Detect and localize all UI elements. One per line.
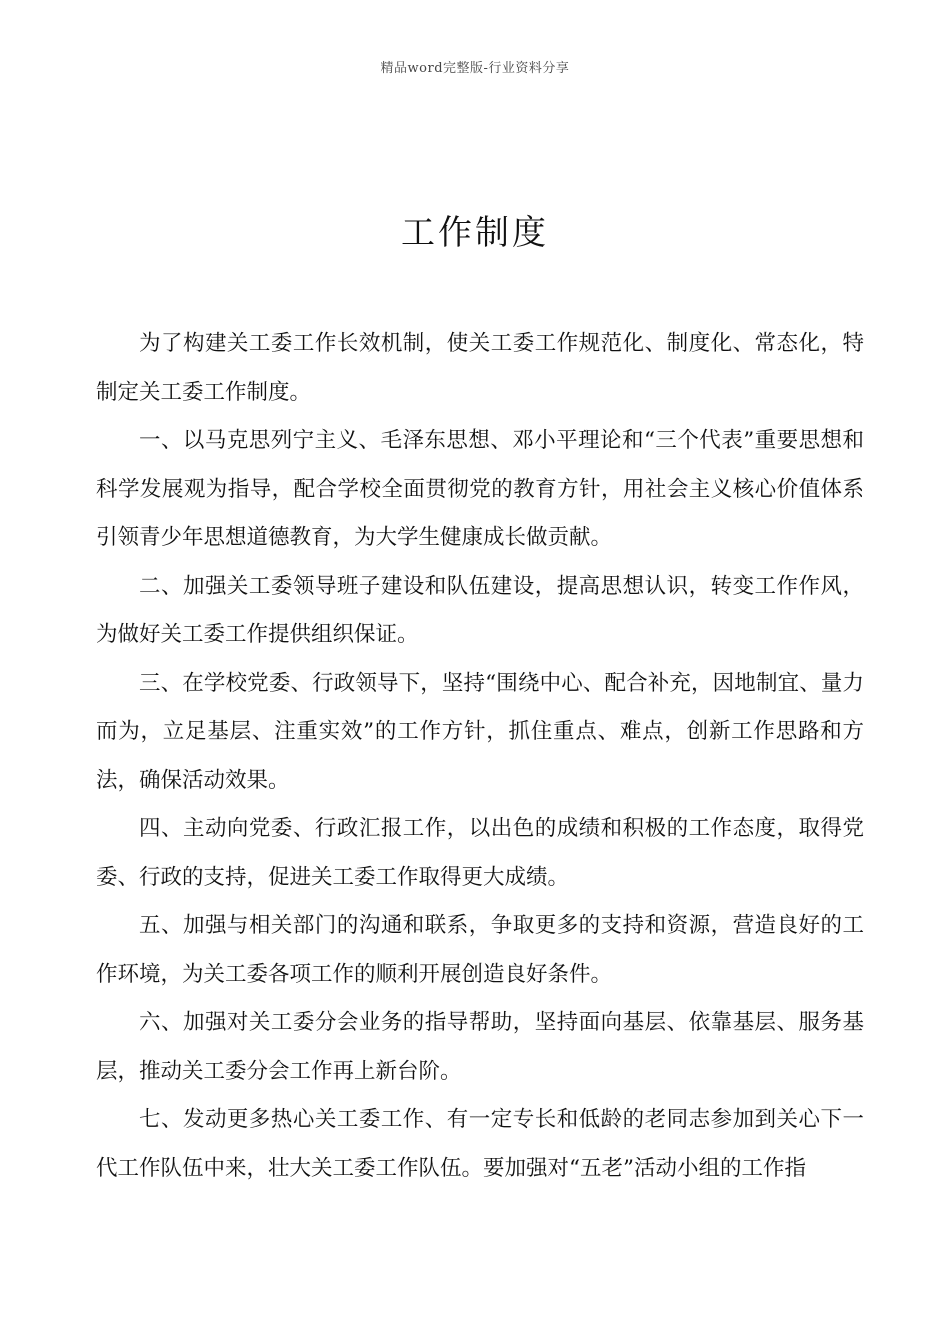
paragraph-4: 四、主动向党委、行政汇报工作，以出色的成绩和积极的工作态度，取得党委、行政的支持，促进关工委工作取得更大成绩。: [96, 816, 864, 890]
paragraph-6: 六、加强对关工委分会业务的指导帮助，坚持面向基层、依靠基层、服务基层，推动关工委分会工作再上新台阶。: [96, 1010, 864, 1084]
paragraph-2: 二、加强关工委领导班子建设和队伍建设，提高思想认识，转变工作作风，为做好关工委工作提供组织保证。: [96, 573, 864, 647]
page-header: 精品word完整版-行业资料分享: [380, 61, 570, 76]
paragraph-5: 五、加强与相关部门的沟通和联系，争取更多的支持和资源，营造良好的工作环境，为关工委各项工作的顺利开展创造良好条件。: [96, 913, 864, 987]
paragraph-1: 一、以马克思列宁主义、毛泽东思想、邓小平理论和“三个代表”重要思想和科学发展观为指导，配合学校全面贯彻党的教育方针，用社会主义核心价值体系引领青少年思想道德教育，为大学生健康成长做贡献。: [96, 428, 864, 550]
paragraph-intro: 为了构建关工委工作长效机制，使关工委工作规范化、制度化、常态化，特制定关工委工作制度。: [96, 331, 864, 405]
paragraph-3: 三、在学校党委、行政领导下，坚持“围绕中心、配合补充，因地制宜、量力而为，立足基层、注重实效”的工作方针，抓住重点、难点，创新工作思路和方法，确保活动效果。: [96, 670, 864, 793]
paragraph-7: 七、发动更多热心关工委工作、有一定专长和低龄的老同志参加到关心下一代工作队伍中来，壮大关工委工作队伍。要加强对“五老”活动小组的工作指: [96, 1107, 864, 1181]
document-title: 工作制度: [401, 213, 549, 253]
document-body: [96, 320, 864, 1193]
